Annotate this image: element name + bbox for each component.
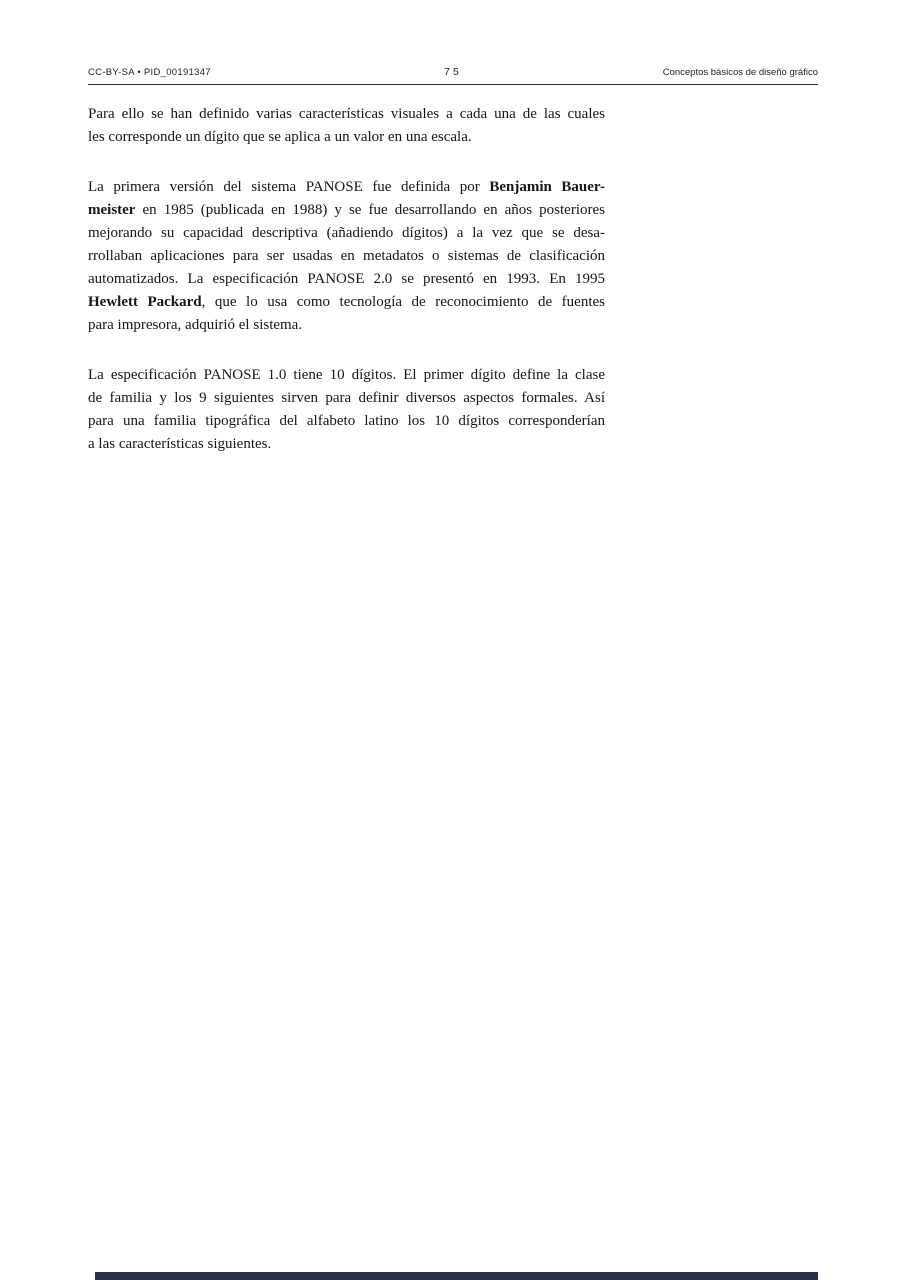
paragraph	[88, 364, 605, 456]
text-segment: para una familia tipográfica del alfabeto latino los 10 dígitos corresponderían	[88, 413, 605, 429]
text-line	[88, 268, 605, 291]
page-separator-bar	[95, 1272, 818, 1280]
bold-text: meister	[88, 202, 136, 218]
bold-text: Benjamin Bauer-	[489, 179, 606, 195]
text-segment: en 1985 (publicada en 1988) y se fue desarrollando en años posteriores	[135, 202, 605, 218]
text-line	[88, 433, 605, 456]
text-segment: , que lo usa como tecnología de reconocimiento de fuentes	[201, 294, 605, 310]
bold-text: Hewlett Packard	[88, 294, 202, 310]
text-line	[88, 291, 605, 314]
text-segment: automatizados. La especificación PANOSE 2.0 se presentó en 1993. En 1995	[88, 271, 605, 287]
header-license-id: CC-BY-SA • PID_00191347	[88, 67, 211, 78]
text-segment: rrollaban aplicaciones para ser usadas en metadatos o sistemas de clasificación	[88, 248, 605, 264]
text-line	[88, 126, 605, 149]
header-page-number: 75	[444, 66, 462, 78]
text-line	[88, 222, 605, 245]
text-line	[88, 199, 605, 222]
body-text	[88, 103, 605, 483]
text-line	[88, 245, 605, 268]
text-segment: mejorando su capacidad descriptiva (añadiendo dígitos) a la vez que se desa-	[88, 225, 605, 241]
text-line	[88, 314, 605, 337]
text-line	[88, 364, 605, 387]
text-line	[88, 103, 605, 126]
page-header	[88, 66, 818, 78]
text-line	[88, 176, 605, 199]
text-segment: de familia y los 9 siguientes sirven para definir diversos aspectos formales. Así	[88, 390, 605, 406]
text-segment: La especificación PANOSE 1.0 tiene 10 dígitos. El primer dígito define la clase	[88, 367, 605, 383]
header-running-title: Conceptos básicos de diseño gráfico	[662, 67, 818, 78]
paragraph	[88, 176, 605, 337]
paragraph	[88, 103, 605, 149]
text-segment: a las características siguientes.	[88, 436, 272, 452]
header-rule	[88, 84, 818, 85]
text-segment: Para ello se han definido varias características visuales a cada una de las cuales	[88, 106, 605, 122]
text-line	[88, 410, 605, 433]
text-segment: les corresponde un dígito que se aplica a un valor en una escala.	[88, 129, 472, 145]
text-line	[88, 387, 605, 410]
text-segment: La primera versión del sistema PANOSE fue definida por	[88, 179, 490, 195]
text-segment: para impresora, adquirió el sistema.	[88, 317, 303, 333]
